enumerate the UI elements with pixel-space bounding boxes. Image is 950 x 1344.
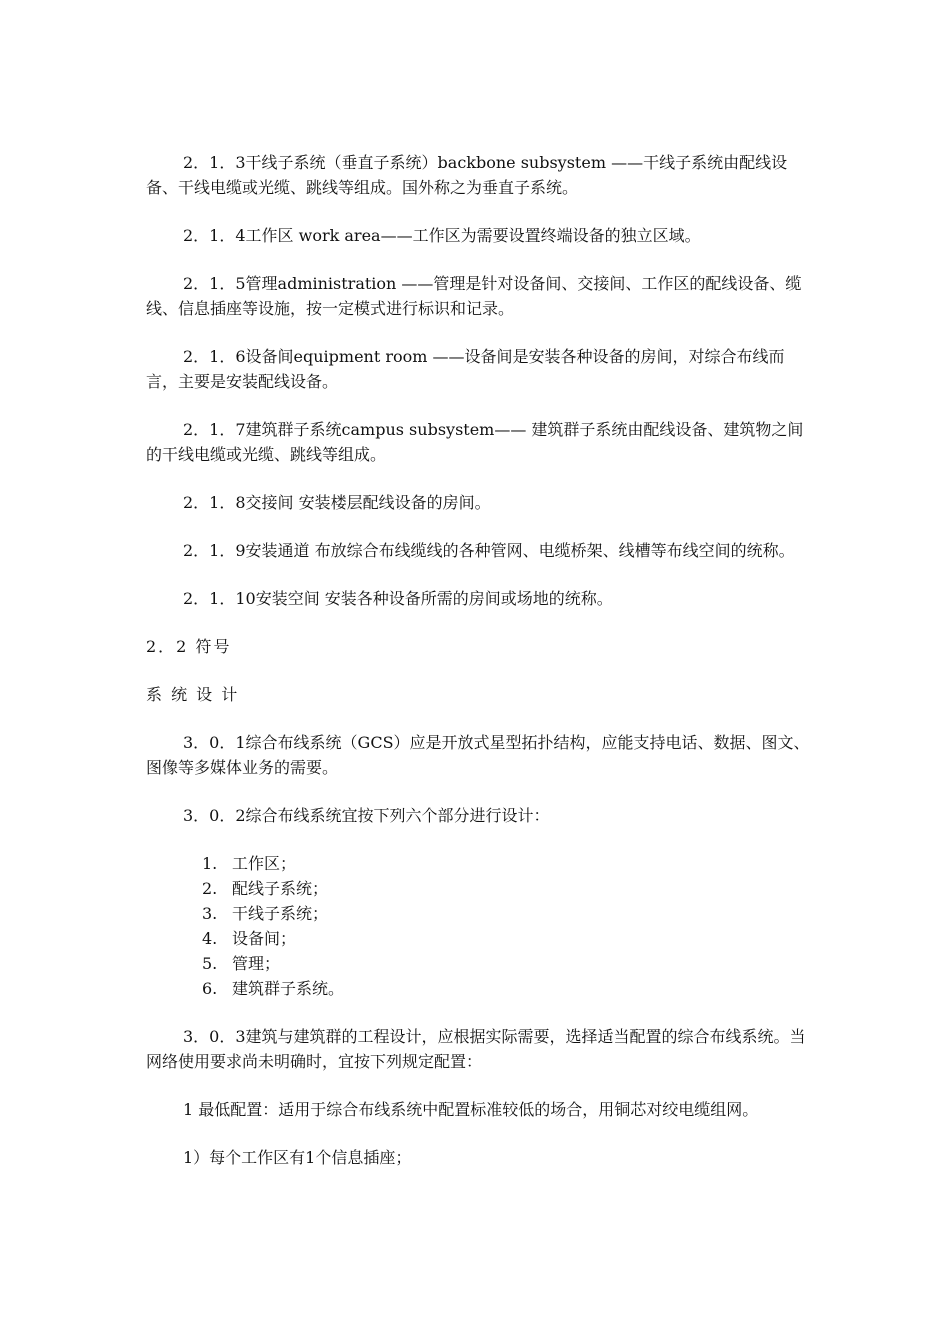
document-body — [146, 150, 811, 1193]
list-item: 2. 配线子系统； — [202, 879, 329, 898]
clause-2-1-3: 2．1．3干线子系统（垂直子系统）backbone subsystem ——干线子系统由配线设备、干线电缆或光缆、跳线等组成。国外称之为垂直子系统。 — [146, 153, 788, 197]
clause-3-0-3: 3．0．3建筑与建筑群的工程设计，应根据实际需要，选择适当配置的综合布线系统。当网络使用要求尚未明确时，宜按下列规定配置： — [146, 1027, 806, 1071]
clause-2-1-5: 2．1．5管理administration ——管理是针对设备间、交接间、工作区的配线设备、缆线、信息插座等设施，按一定模式进行标识和记录。 — [146, 274, 802, 318]
list-item: 4. 设备间； — [202, 929, 297, 948]
clause-2-1-8: 2．1．8交接间 安装楼层配线设备的房间。 — [183, 493, 491, 512]
section-heading-symbols: 2．2 符号 — [146, 637, 232, 656]
list-item: 6. 建筑群子系统。 — [202, 979, 345, 998]
clause-2-1-7: 2．1．7建筑群子系统campus subsystem—— 建筑群子系统由配线设备、建筑物之间的干线电缆或光缆、跳线等组成。 — [146, 420, 804, 464]
list-item: 3. 干线子系统； — [202, 904, 329, 923]
list-item: 1. 工作区； — [202, 854, 297, 873]
clause-2-1-9: 2．1．9安装通道 布放综合布线缆线的各种管网、电缆桥架、线槽等布线空间的统称。 — [183, 541, 795, 560]
list-item: 5. 管理； — [202, 954, 281, 973]
clause-3-0-1: 3．0．1综合布线系统（GCS）应是开放式星型拓扑结构，应能支持电话、数据、图文、图像等多媒体业务的需要。 — [146, 733, 810, 777]
minimum-configuration-item-1: 1）每个工作区有1个信息插座； — [183, 1148, 412, 1167]
minimum-configuration: 1 最低配置：适用于综合布线系统中配置标准较低的场合，用铜芯对绞电缆组网。 — [183, 1100, 759, 1119]
clause-2-1-4: 2．1．4工作区 work area——工作区为需要设置终端设备的独立区域。 — [183, 226, 701, 245]
design-parts-list — [146, 851, 811, 1001]
clause-3-0-2: 3．0．2综合布线系统宜按下列六个部分进行设计： — [183, 806, 550, 825]
section-heading-system-design: 系 统 设 计 — [146, 685, 240, 704]
clause-2-1-10: 2．1．10安装空间 安装各种设备所需的房间或场地的统称。 — [183, 589, 613, 608]
clause-2-1-6: 2．1．6设备间equipment room ——设备间是安装各种设备的房间，对综合布线而言，主要是安装配线设备。 — [146, 347, 785, 391]
